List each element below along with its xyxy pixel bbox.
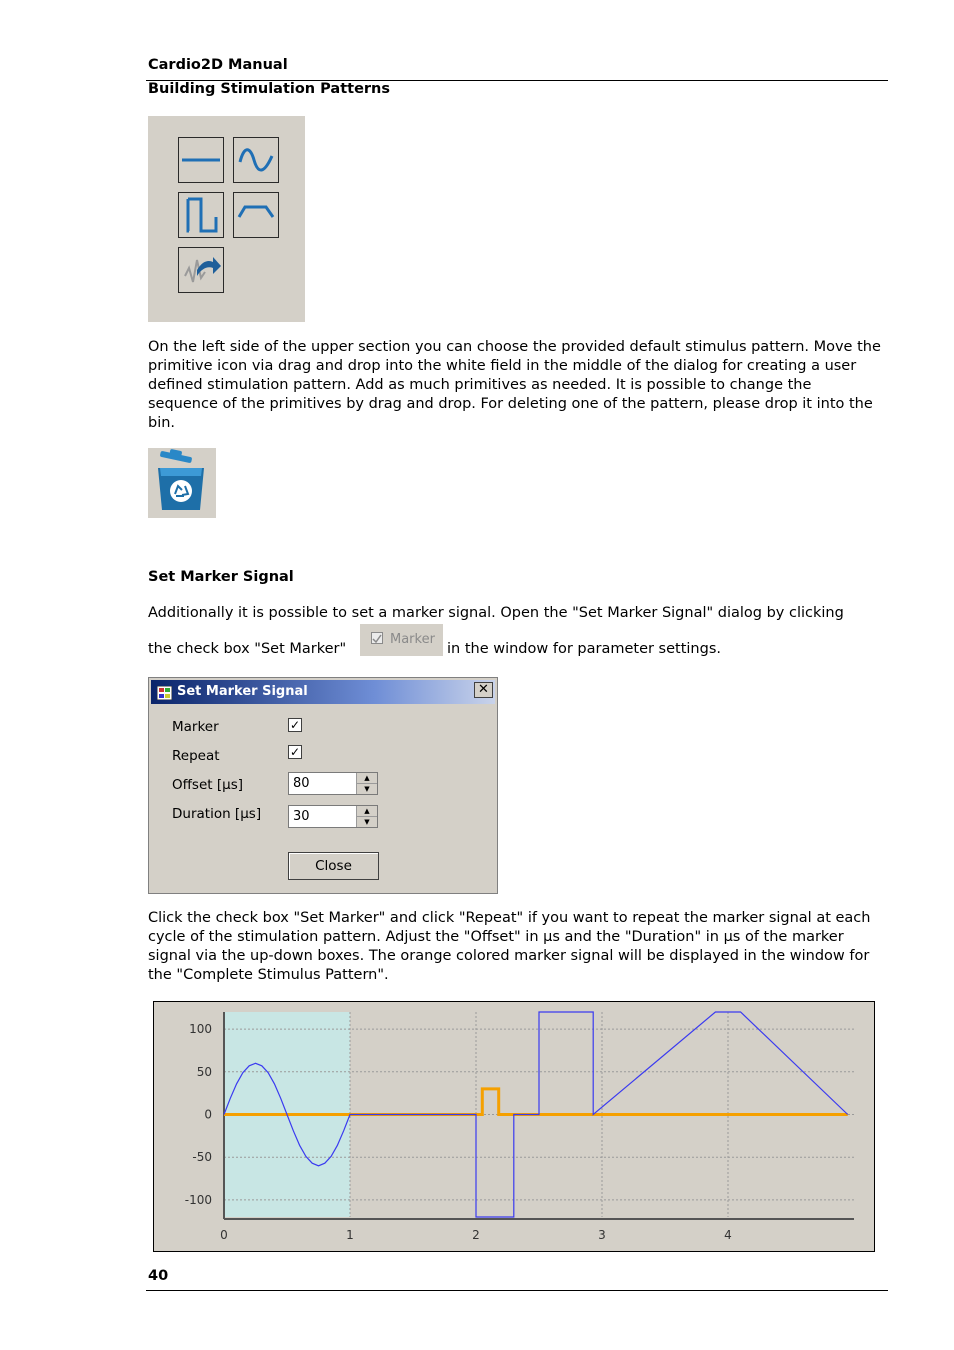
duration-stepper[interactable] xyxy=(288,805,378,828)
marker-checkbox[interactable]: ✓ xyxy=(289,718,301,732)
close-button[interactable]: Close xyxy=(288,852,379,880)
repeat-checkbox[interactable]: ✓ xyxy=(289,745,301,759)
x-tick-label: 2 xyxy=(472,1228,480,1242)
offset-stepper[interactable] xyxy=(288,772,378,795)
x-tick-label: 3 xyxy=(598,1228,606,1242)
x-tick-label: 4 xyxy=(724,1228,732,1242)
y-tick-label: -100 xyxy=(184,1192,212,1207)
spin-up-icon[interactable]: ▲ xyxy=(357,773,377,784)
y-tick-label: 100 xyxy=(189,1022,212,1037)
offset-label: Offset [µs] xyxy=(172,777,244,793)
offset-value[interactable]: 80 xyxy=(293,776,310,791)
primitive-palette xyxy=(148,116,305,322)
set-marker-text-after: in the window for parameter settings. xyxy=(447,641,721,657)
set-marker-text-before: the check box "Set Marker" xyxy=(148,641,347,657)
paragraph-primitives: On the left side of the upper section you can choose the provided default stimulus pattern. Move the primitive icon via drag and drop into the white field in the middle of the dialog for creating a user defined stimulation pattern. Add as much primitives as needed. It is possible to change the sequence of the primitives by drag and drop. For deleting one of the pattern, please drop it into the bin. xyxy=(148,339,881,431)
marker-inline-check-icon xyxy=(371,632,383,644)
section-title: Building Stimulation Patterns xyxy=(148,81,391,97)
page-number: 40 xyxy=(148,1268,169,1284)
chart-svg xyxy=(154,1002,874,1251)
square-pulse-icon[interactable] xyxy=(178,192,224,238)
offset-updown[interactable] xyxy=(356,773,377,794)
y-tick-label: 50 xyxy=(196,1064,212,1079)
duration-updown[interactable] xyxy=(356,806,377,827)
repeat-label: Repeat xyxy=(172,748,220,764)
marker-inline-label: Marker xyxy=(390,632,435,647)
y-tick-label: -50 xyxy=(192,1150,212,1165)
footer-rule xyxy=(146,1290,888,1291)
sine-wave-icon[interactable] xyxy=(233,137,279,183)
set-marker-text-line1: Additionally it is possible to set a marker signal. Open the "Set Marker Signal" dialog by clicking xyxy=(148,605,844,621)
marker-label: Marker xyxy=(172,719,219,735)
window-app-icon xyxy=(157,685,172,699)
paragraph-marker: Click the check box "Set Marker" and click "Repeat" if you want to repeat the marker signal at each cycle of the stimulation pattern. Adjust the "Offset" in µs and the "Duration" in µs of the marker signal via the up-down boxes. The orange colored marker signal will be displayed in the window for the "Complete Stimulus Pattern". xyxy=(148,910,871,983)
manual-title: Cardio2D Manual xyxy=(148,57,288,73)
recycle-bin-icon xyxy=(148,448,216,518)
stimulus-pattern-chart xyxy=(153,1001,875,1252)
spin-down-icon[interactable]: ▼ xyxy=(364,818,370,826)
duration-label: Duration [µs] xyxy=(172,806,262,822)
flat-line-icon[interactable] xyxy=(178,137,224,183)
marker-inline-checkbox xyxy=(360,624,443,656)
y-tick-label: 0 xyxy=(204,1107,212,1122)
x-tick-label: 0 xyxy=(220,1228,228,1242)
duration-value[interactable]: 30 xyxy=(293,809,310,824)
x-tick-label: 1 xyxy=(346,1228,354,1242)
dialog-title: Set Marker Signal xyxy=(177,684,308,699)
set-marker-heading: Set Marker Signal xyxy=(148,569,294,585)
close-icon[interactable]: ✕ xyxy=(474,682,493,698)
spin-down-icon[interactable]: ▼ xyxy=(364,785,370,793)
dialog-titlebar[interactable] xyxy=(151,680,495,704)
import-pattern-icon[interactable] xyxy=(178,247,224,293)
set-marker-dialog xyxy=(148,677,498,894)
spin-up-icon[interactable]: ▲ xyxy=(357,806,377,817)
trapezoid-icon[interactable] xyxy=(233,192,279,238)
